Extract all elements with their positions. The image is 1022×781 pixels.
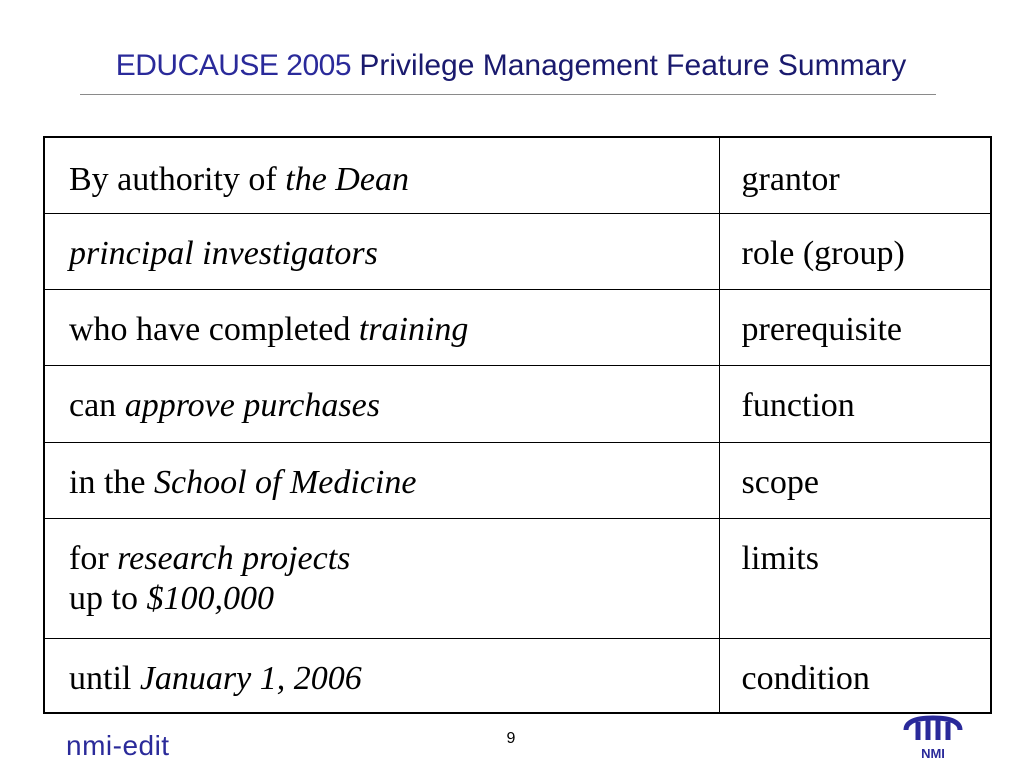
table-row (44, 137, 991, 213)
phrase-segment: By authority of (69, 161, 286, 198)
feature-cell: prerequisite (719, 290, 991, 366)
nmi-logo-text: NMI (921, 746, 945, 761)
phrase-segment: in the (69, 463, 154, 501)
feature-cell: grantor (719, 137, 991, 213)
table-row (44, 366, 991, 442)
nmi-logo (898, 712, 968, 762)
nmi-arc-icon (906, 718, 960, 730)
phrase-segment: January 1, 2006 (139, 660, 362, 698)
phrase-segment: principal investigators (69, 234, 378, 272)
slide-title: Privilege Management Feature Summary (359, 49, 907, 82)
phrase-segment: until (69, 660, 140, 698)
header-divider (80, 94, 936, 95)
feature-cell: function (719, 366, 991, 442)
table-row (44, 213, 991, 289)
event-name: EDUCAUSE 2005 (115, 49, 352, 82)
slide-header (0, 48, 1022, 84)
table-row (44, 518, 991, 638)
feature-cell: limits (719, 518, 991, 638)
phrase-cell (44, 639, 719, 713)
phrase-cell (44, 442, 719, 518)
table-row (44, 442, 991, 518)
feature-summary-table (43, 136, 992, 714)
phrase-segment: approve purchases (124, 387, 380, 425)
phrase-cell (44, 518, 719, 638)
phrase-cell (44, 290, 719, 366)
table-row (44, 639, 991, 713)
phrase-segment: training (358, 311, 469, 348)
phrase-cell (44, 213, 719, 289)
feature-cell: condition (719, 639, 991, 713)
phrase-segment: the Dean (285, 161, 409, 198)
phrase-cell (44, 137, 719, 213)
phrase-segment: can (69, 387, 125, 425)
phrase-segment: $100,000 (146, 579, 274, 617)
phrase-segment: research projects (117, 539, 351, 577)
nmi-edit-logo: nmi-edit (66, 730, 170, 761)
phrase-segment: up to (69, 579, 147, 617)
page-number: 9 (506, 730, 516, 747)
phrase-segment: School of Medicine (153, 463, 417, 501)
nmi-bars-icon (918, 720, 948, 740)
phrase-segment: for (69, 539, 118, 577)
phrase-cell (44, 366, 719, 442)
feature-cell: role (group) (719, 213, 991, 289)
phrase-segment: who have completed (69, 311, 359, 348)
table-row (44, 290, 991, 366)
feature-cell: scope (719, 442, 991, 518)
